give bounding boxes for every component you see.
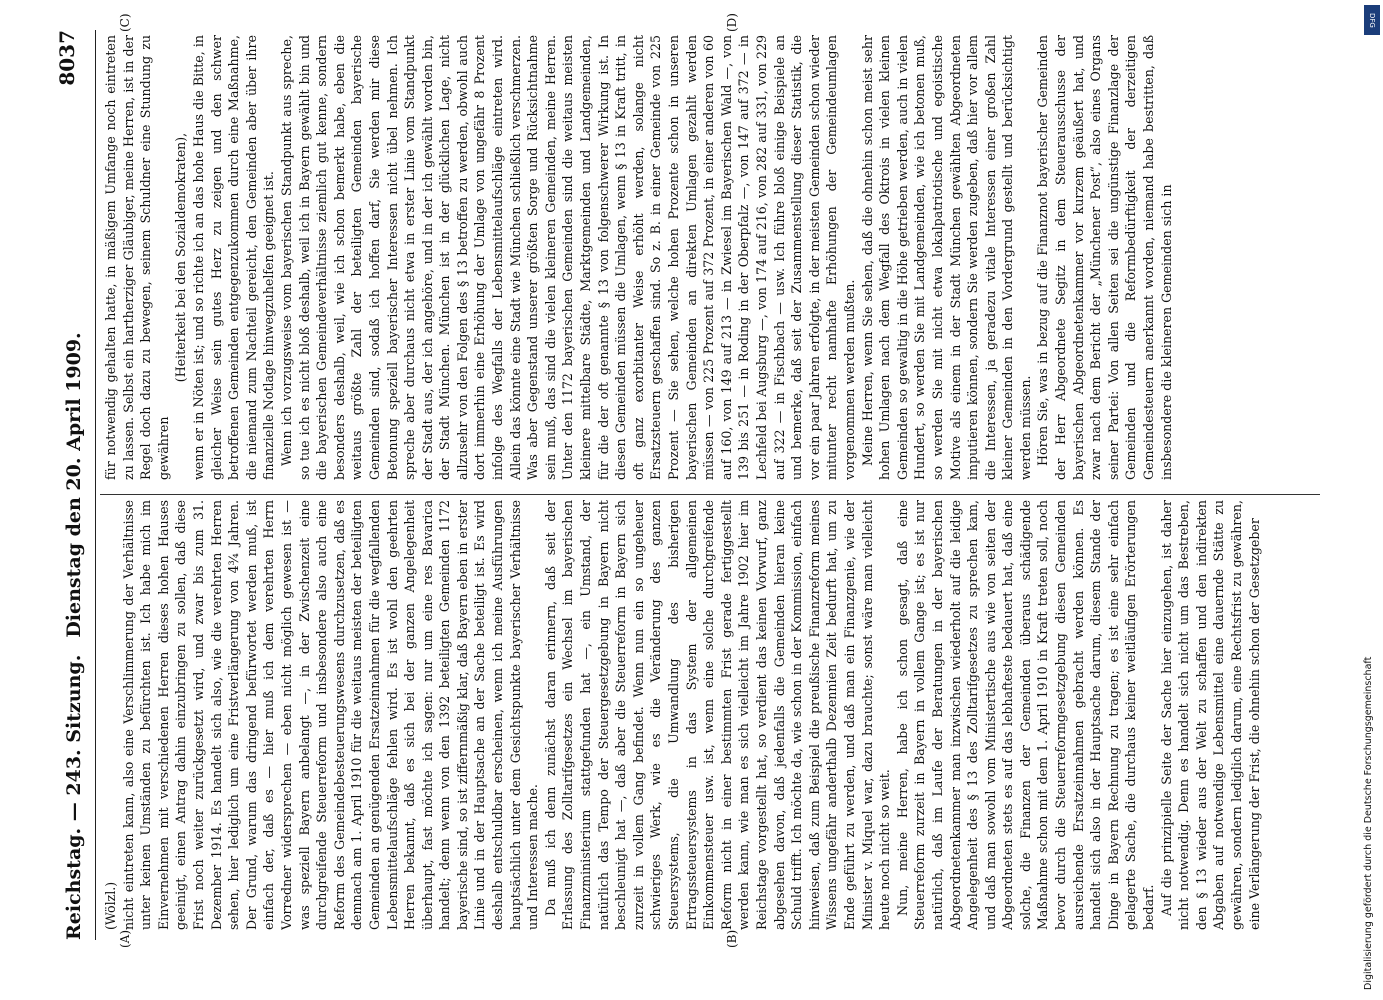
page-number: 8037 <box>55 30 79 86</box>
column-divider <box>100 494 1320 495</box>
page-header <box>55 30 95 940</box>
left-column <box>102 500 1327 930</box>
paragraph: Hören Sie, was in bezug auf die Finanznot bayerischer Gemeinden der Herr Abgeordnete Segitz in dem Steuerausschusse der bayerischen Abgeordnetenkammer vor kurzem geäußert hat, und zwar nach dem Bericht der „Münchener Post“, also eines Organs seiner Partei: Von allen Seiten sei die ungünstige Finanzlage der Gemeinden und die Reformbedürftigkeit der derzeitigen Gemeindesteuern anerkannt worden, niemand habe bestritten, daß insbesondere die kleineren Gemeinden sich in <box>1035 35 1174 480</box>
paragraph: wenn er in Nöten ist; und so richte ich an das hohe Haus die Bitte, in gleicher Weise sein gutes Herz zu zeigen und den schwer betroffenen Gemeinden entgegenzukommen durch eine Maßnahme, die niemand zum Nachteil gereicht, den Gemeinden aber über ihre finanzielle Notlage hinwegzuhelfen geeignet ist. <box>190 35 277 480</box>
dfg-logo[interactable]: DFG <box>1364 5 1380 35</box>
margin-marker-d: (D) <box>725 13 739 32</box>
margin-marker-b: (B) <box>725 929 739 948</box>
right-column <box>102 35 1327 480</box>
digitization-note: Digitalisierung gefördert durch die Deutsche Forschungsgemeinschaft <box>1363 656 1374 990</box>
paragraph: für notwendig gehalten hatte, in mäßigem Umfange noch eintreten zu lassen. Selbst ein hartherziger Gläubiger, meine Herren, ist in der Regel doch dazu zu bewegen, seinem Schuldner eine Stundung zu gewähren <box>103 35 171 480</box>
paragraph: Auf die prinzipielle Seite der Sache hier einzugehen, ist daher nicht notwendig. Denn es handelt sich nicht um das Bestreben, den § 13 wieder aus der Welt zu schaffen und den indirekten Abgaben auf notwendige Lebensmittel eine dauernde Stätte zu gewähren, sondern lediglich darum, eine Rechtsfrist zu gewähren, eine Verlängerung der Frist, die ohnehin schon der Gesetzgeber <box>1158 500 1262 930</box>
header-date: Dienstag den 20. April 1909. <box>63 332 85 638</box>
digitization-strip <box>1361 0 1383 1000</box>
margin-marker-c: (C) <box>118 13 132 32</box>
paragraph: Meine Herren, wenn Sie sehen, daß die ohnehin schon meist sehr hohen Umlagen nach dem Wegfall des Oktrois in vielen kleinen Gemeinden so gewaltig in die Höhe getrieben werden, auch in vielen Hundert, so werden Sie mit Landgemeinden, wie ich betonen muß, so werden Sie mit nicht etwa lokalpatriotische und egoistische Motive als einem in der Stadt München gewählten Abgeordneten imputieren können, sondern Sie werden zugeben, daß hier vor allem die Interessen, ja geradezu vitale Interessen einer großen Zahl kleiner Gemeinden in den Vordergrund gestellt und berücksichtigt werden müssen. <box>859 35 1033 480</box>
paragraph: nicht eintreten kann, also eine Verschlimmerung der Verhältnisse unter keinen Umständen zu befürchten ist. Ich habe mich im Einvernehmen mit verschiedenen Herren dieses hohen Hauses geeinigt, einen Antrag dahin einzubringen zu sollen, daß diese Frist noch weiter zurückgesetzt wird, und zwar bis zum 31. Dezember 1914. Es handelt sich also, wie die verehrten Herren sehen, hier lediglich um eine Fristverlängerung von 4¾ Jahren. Der Grund, warum das dringend befürwortet werden muß, ist einfach der, daß es — hier muß ich dem verehrten Herrn Vorredner widersprechen — eben nicht möglich gewesen ist — was speziell Bayern anbelangt —, in der Zwischenzeit eine durchgreifende Steuerreform und insbesondere also auch eine Reform des Gemeindebesteuerungswesens durchzusetzen, daß es demnach am 1. April 1910 für die weitaus meisten der beteiligten Gemeinden an genügenden Ersatzeinnahmen für die wegfallenden Lebensmittelaufschläge fehlen wird. Es ist wohl den geehrten Herren bekannt, daß es sich bei der ganzen Angelegenheit überhaupt, fast möchte ich sagen: nur um eine res Bavarica handelt; denn wenn von den 1392 beteiligten Gemeinden 1172 bayerische sind, so ist ziffernmäßig klar, daß Bayern eben in erster Linie und in der Hauptsache an der Sache beteiligt ist. Es wird deshalb entschuldbar erscheinen, wenn ich meine Ausführungen hauptsächlich unter dem Gesichtspunkte bayerischer Verhältnisse und Interessen mache. <box>120 500 541 930</box>
margin-marker-a: (A) <box>118 929 132 948</box>
paragraph: Nun, meine Herren, habe ich schon gesagt, daß eine Steuerreform zurzeit in Bayern in vollem Gange ist; es ist nur natürlich, daß im Laufe der Beratungen in der bayerischen Abgeordnetenkammer man inzwischen wiederholt auf die leidige Angelegenheit des § 13 des Zolltarifgesetzes zu sprechen kam, und daß man sowohl vom Ministertische aus wie von seiten der Abgeordneten stets es auf das lebhafteste bedauert hat, daß eine solche, die Finanzen der Gemeinden überaus schädigende Maßnahme schon mit dem 1. April 1910 in Kraft treten soll, noch bevor durch die Steuerreformgesetzgebung diesen Gemeinden ausreichende Ersatzeinnahmen gebracht werden können. Es handelt sich also in der Hauptsache darum, diesem Stande der Dinge in Bayern Rechnung zu tragen; es ist eine sehr einfach gelagerte Sache, die durchaus keiner weitläufigen Erörterungen bedarf. <box>894 500 1157 930</box>
paragraph: Da muß ich denn zunächst daran erinnern, daß seit der Erlassung des Zolltarifgesetzes ein Wechsel im bayerischen Finanzministerium stattgefunden hat —, ein Umstand, der natürlich das Tempo der Steuergesetzgebung in Bayern nicht beschleunigt hat —, daß aber die Steuerreform in Bayern sich zurzeit in vollem Gang befindet. Wenn nun ein so ungeheuer schwieriges Werk, wie es die Veränderung des ganzen Steuersystems, die Umwandlung des bisherigen Ertragssteuersystems in das System der allgemeinen Einkommensteuer usw. ist, wenn eine solche durchgreifende Reform nicht in einer bestimmten Frist gerade fertiggestellt werden kann, wie man es sich vielleicht im Jahre 1902 hier im Reichstage vorgestellt hat, so verdient das keinen Vorwurf, ganz abgesehen davon, daß jedenfalls die Gemeinden hieran keine Schuld trifft. Ich möchte da, wie schon in der Kommission, einfach hinweisen, daß zum Beispiel die preußische Finanzreform meines Wissens ungefähr anderthalb Dezennien Zeit bedurft hat, um zu Ende geführt zu werden, und daß man ein Finanzgenie, wie der Minister v. Miquel war, dazu brauchte; sonst wäre man vielleicht heute noch nicht so weit. <box>542 500 893 930</box>
interjection: (Heiterkeit bei den Sozialdemokraten), <box>173 132 189 383</box>
header-left: Reichstag. — 243. Sitzung. <box>63 654 85 940</box>
speaker-label: (Wölzl.) <box>103 881 118 930</box>
header-rule <box>95 30 96 940</box>
paragraph: Wenn ich vorzugsweise vom bayerischen Standpunkt aus spreche, so tue ich es nicht bloß deshalb, weil ich in Bayern gewählt bin und die bayerischen Gemeindeverhältnisse ziemlich gut kenne, sondern besonders deshalb, weil, wie ich schon bemerkt habe, eben die weitaus größte Zahl der beteiligten Gemeinden bayerische Gemeinden sind, sodaß ich hoffen darf, Sie werden mir diese Betonung speziell bayerischer Interessen nicht übel nehmen. Ich spreche aber durchaus nicht etwa in erster Linie vom Standpunkt der Stadt aus, der ich angehöre, und in der ich gewählt worden bin, der Stadt München. München ist in der glücklichen Lage, nicht allzusehr von den Folgen des § 13 betroffen zu werden, obwohl auch dort immerhin eine Erhöhung der Umlage von ungefähr 8 Prozent infolge des Wegfalls der Lebensmittelaufschläge eintreten wird. Allein das könnte eine Stadt wie München schließlich verschmerzen. Was aber Gegenstand unserer größten Sorge und Rücksichtnahme sein muß, das sind die vielen kleineren Gemeinden, meine Herren. Unter den 1172 bayerischen Gemeinden sind die weitaus meisten kleinere mittelbare Städte, Marktgemeinden und Landgemeinden, für die der oft genannte § 13 von folgenschwerer Wirkung ist. In diesen Gemeinden müssen die Umlagen, wenn § 13 in Kraft tritt, in oft ganz exorbitanter Weise erhöht werden, solange nicht Ersatzsteuern geschaffen sind. So z. B. in einer Gemeinde von 225 Prozent — Sie sehen, welche hohen Prozente schon in unseren bayerischen Gemeinden an direkten Umlagen gezahlt werden müssen — von 225 Prozent auf 372 Prozent, in einer anderen von 60 auf 160, von 149 auf 213 — in Zwiesel im Bayerischen Wald —, von 139 bis 251 — in Roding in der Oberpfalz —, von 147 auf 372 — in Lechfeld bei Augsburg —, von 174 auf 216, von 282 auf 331, von 229 auf 322 — in Fischbach — usw. Ich führe bloß einige Beispiele an und bemerke, daß seit der Zusammenstellung dieser Statistik, die vor ein paar Jahren erfolgte, in der meisten Gemeinden schon wieder mitunter recht namhafte Erhöhungen der Gemeindeumlagen vorgenommen werden mußten. <box>278 35 857 480</box>
